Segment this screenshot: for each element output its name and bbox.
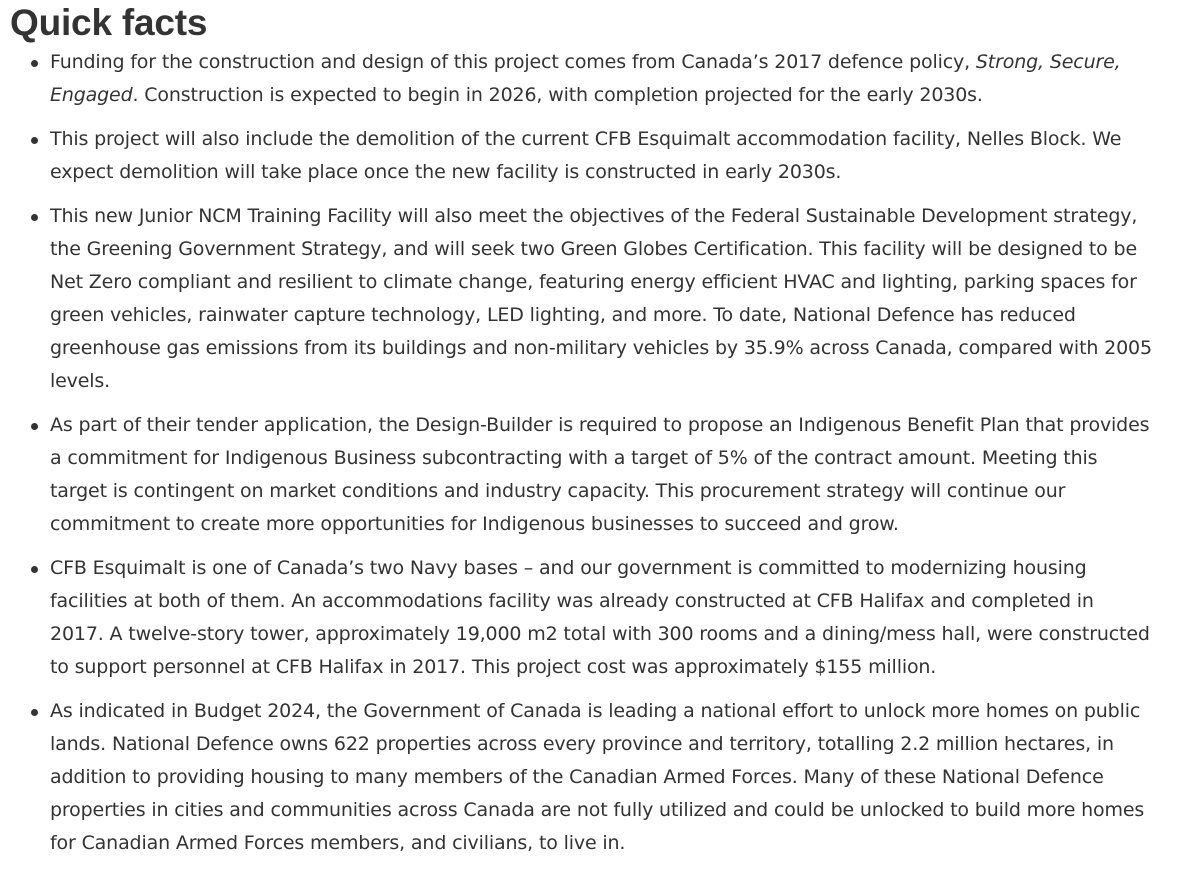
fact-text: Funding for the construction and design of this project comes from Canada’s 2017 defence policy, [50, 51, 976, 73]
list-item: CFB Esquimalt is one of Canada’s two Navy bases – and our government is committed to modernizing housing facilities at both of them. An accommodations facility was already constructed at CFB Halifax and completed in 2017. A twelve-story tower, approximately 19,000 m2 total with 300 rooms and a dining/mess hall, were constructed to support personnel at CFB Halifax in 2017. This project cost was approximately $155 million. [50, 552, 1152, 684]
list-item: As indicated in Budget 2024, the Government of Canada is leading a national effort to unlock more homes on public lands. National Defence owns 622 properties across every province and territory, totalling 2.2 million hectares, in addition to providing housing to many members of the Canadian Armed Forces. Many of these National Defence properties in cities and communities across Canada are not fully utilized and could be unlocked to build more homes for Canadian Armed Forces members, and civilians, to live in. [50, 695, 1152, 860]
list-item: This project will also include the demolition of the current CFB Esquimalt accommodation facility, Nelles Block. We expect demolition will take place once the new facility is constructed in early 2030s. [50, 123, 1152, 189]
list-item: As part of their tender application, the Design-Builder is required to propose an Indigenous Benefit Plan that provides a commitment for Indigenous Business subcontracting with a target of 5% of the contract amount. Meeting this target is contingent on market conditions and industry capacity. This procurement strategy will continue our commitment to create more opportunities for Indigenous businesses to succeed and grow. [50, 409, 1152, 541]
section-title: Quick facts [10, 2, 208, 43]
policy-name: Strong, Secure, Engaged [50, 51, 1121, 106]
list-item: This new Junior NCM Training Facility will also meet the objectives of the Federal Sustainable Development strategy, the Greening Government Strategy, and will seek two Green Globes Certification. This facility will be designed to be Net Zero compliant and resilient to climate change, featuring energy efficient HVAC and lighting, parking spaces for green vehicles, rainwater capture technology, LED lighting, and more. To date, National Defence has reduced greenhouse gas emissions from its buildings and non-military vehicles by 35.9% across Canada, compared with 2005 levels. [50, 200, 1152, 398]
fact-text: . Construction is expected to begin in 2026, with completion projected for the early 2030s. [132, 84, 983, 106]
list-item [50, 46, 1152, 112]
quick-facts-list [10, 46, 1152, 860]
